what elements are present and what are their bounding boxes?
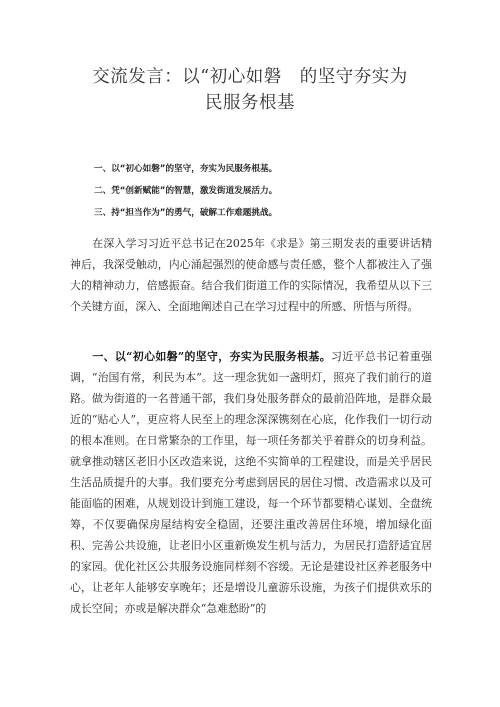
document-title-line-1 bbox=[40, 64, 460, 90]
outline-item-1: 一、以“初心如磐”的坚守，夯实为民服务根基。 bbox=[94, 164, 278, 174]
outline-item-2: 二、凭“创新赋能”的智慧，激发街道发展活力。 bbox=[94, 186, 278, 196]
section-1-body: 习近平总书记着重强调，“治国有常，利民为本”。这一理念犹如一盏明灯，照亮了我们前行的道路。做为街道的一名普通干部，我们身处服务群众的最前沿阵地，是群众最近的“贴心人”，更应将人民至上的理念深深镌刻在心底，化作我们一切行动的根本准则。在日常繁杂的工作里，每一项任务都关乎着群众的切身利益。就拿推动辖区老旧小区改造来说，这绝不实简单的工程建设，而是关乎居民生活品质提升的大事。我们要充分考虑到居民的居住习惯、改造需求以及可能面临的困难，从规划设计到施工建设，每一个环节都要精心谋划、全盘统筹，不仅要确保房屋结构安全稳固，还要注重改善居住环境，增加绿化面积、完善公共设施，让老旧小区重新焕发生机与活力，为居民打造舒适宜居的家园。优化社区公共服务设施同样刻不容缓。无论是建设社区养老服务中心，让老年人能够安享晚年；还是增设儿童游乐设施，为孩子们提供欢乐的成长空间；亦或是解决群众“急难愁盼”的 bbox=[70, 350, 432, 615]
document-title-line-2: 民服务根基 bbox=[205, 93, 295, 113]
intro-paragraph bbox=[70, 233, 432, 317]
title-part-a: 交流发言：以“初心如磐 bbox=[92, 67, 282, 87]
title-part-b: 的坚守夯实为 bbox=[299, 67, 408, 87]
outline-item-3: 三、持“担当作为”的勇气，破解工作难题挑战。 bbox=[94, 208, 278, 218]
section-1-paragraph bbox=[70, 346, 432, 619]
section-1-heading: 一、以“初心如磐”的坚守，夯实为民服务根基。 bbox=[92, 350, 331, 363]
intro-paragraph-text: 在深入学习习近平总书记在2025年《求是》第三期发表的重要讲话精神后，我深受触动，内心涌起强烈的使命感与责任感，整个人都被注入了强大的精神动力，倍感振奋。结合我们街道工作的实际情况，我希望从以下三个关键方面，深入、全面地阐述自己在学习过程中的所感、所悟与所得。 bbox=[70, 237, 432, 313]
